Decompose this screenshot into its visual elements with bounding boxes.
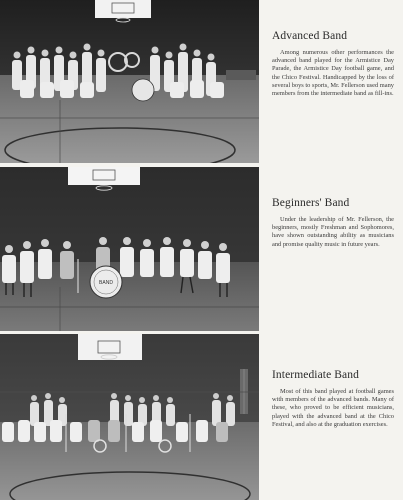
advanced-band-photo — [0, 0, 259, 163]
beginners-band-section — [272, 197, 394, 249]
intermediate-band-section — [272, 369, 394, 429]
beginners-band-title: Beginners' Band — [272, 197, 350, 209]
advanced-band-section — [272, 30, 394, 98]
beginners-band-photo — [0, 167, 259, 331]
intermediate-band-photo-image — [0, 334, 259, 500]
advanced-band-title: Advanced Band — [272, 30, 348, 42]
intermediate-band-description: Most of this band played at football games with members of the advanced bands. Many of these, who proved to be efficient musicians, played with the advanced band at the Chico Festival, and also at the graduation exercises. — [272, 388, 394, 428]
bass-drum-label: BAND — [99, 280, 113, 286]
advanced-band-description: Among numerous other performances the advanced band played for the Armistice Day Parade, the Armistice Day football game, and the Chico Festival. Handicapped by the loss of several boys to sports, Mr. Fellerson used many members from the intermediate band as fill-ins. — [272, 49, 394, 98]
beginners-band-photo-image — [0, 167, 259, 331]
advanced-band-photo-image — [0, 0, 259, 163]
intermediate-band-photo — [0, 334, 259, 500]
beginners-band-description: Under the leadership of Mr. Fellerson, the beginners, mostly Freshman and Sophomores, have shown outstanding ability as musicians and promise quality music in future years. — [272, 216, 394, 248]
intermediate-band-title: Intermediate Band — [272, 369, 359, 381]
